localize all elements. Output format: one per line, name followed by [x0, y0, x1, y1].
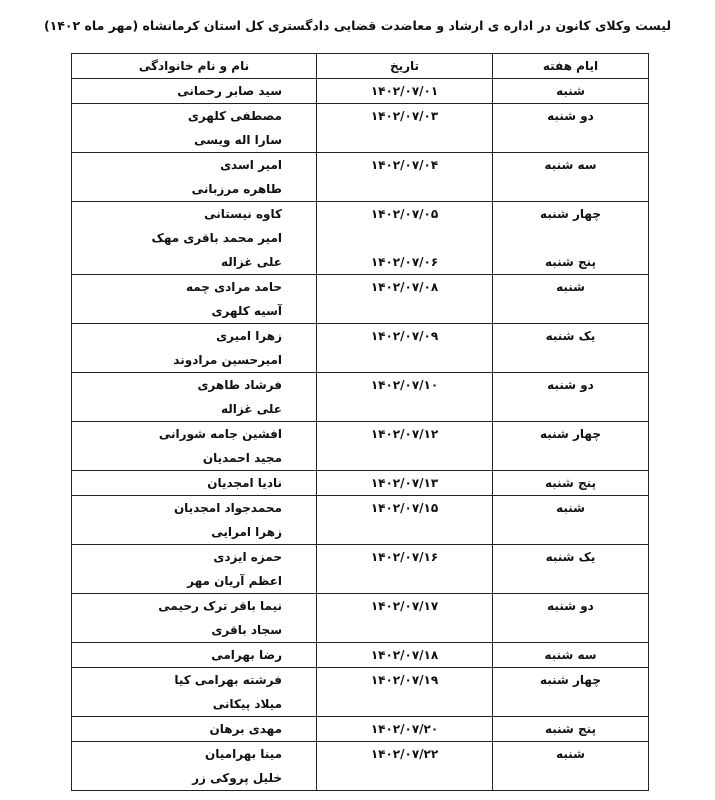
person-name: زهرا امیری [216, 329, 282, 343]
day-cell [493, 79, 649, 104]
name-cell [72, 594, 317, 643]
person-name: میلاد پیکانی [212, 697, 282, 711]
date-cell [317, 471, 493, 496]
person-name: خلیل پروکی زر [192, 771, 282, 785]
date-value: ۱۴۰۲/۰۷/۲۲ [370, 747, 439, 761]
weekday-label: دو شنبه [547, 109, 594, 123]
weekday-label: شنبه [556, 84, 585, 98]
weekday-label: چهار شنبه [539, 207, 602, 221]
person-name: کاوه نیستانی [204, 207, 282, 221]
date-cell [317, 422, 493, 471]
document-title: لیست وکلای کانون در اداره ی ارشاد و معاضدت قضایی دادگستری کل استان کرمانشاه (مهر ماه ۱۴۰۲) [43, 18, 672, 33]
lawyer-schedule-table [71, 53, 649, 791]
date-value: ۱۴۰۲/۰۷/۱۹ [370, 673, 439, 687]
weekday-label: چهار شنبه [539, 427, 602, 441]
weekday-label: پنج شنبه [544, 476, 597, 490]
date-value: ۱۴۰۲/۰۷/۱۶ [370, 550, 439, 564]
weekday-label [493, 618, 648, 642]
name-cell [72, 202, 317, 275]
date-cell [317, 324, 493, 373]
date-value: ۱۴۰۲/۰۷/۰۴ [370, 158, 439, 172]
date-value: ۱۴۰۲/۰۷/۱۰ [370, 378, 439, 392]
person-name: اعظم آریان مهر [187, 574, 282, 588]
day-cell [493, 496, 649, 545]
table-row [72, 545, 649, 594]
date-value: ۱۴۰۲/۰۷/۱۸ [370, 648, 439, 662]
weekday-label [493, 766, 648, 790]
table-row [72, 594, 649, 643]
date-value [317, 569, 492, 593]
name-cell [72, 668, 317, 717]
weekday-label [493, 348, 648, 372]
person-name: سارا اله ویسی [194, 133, 282, 147]
day-cell [493, 104, 649, 153]
weekday-label: دو شنبه [547, 599, 594, 613]
name-cell [72, 717, 317, 742]
person-name: آسیه کلهری [211, 304, 282, 318]
table-row [72, 422, 649, 471]
name-cell [72, 104, 317, 153]
name-cell [72, 742, 317, 791]
person-name: امیرحسین مرادوند [173, 353, 282, 367]
date-cell [317, 153, 493, 202]
date-value: ۱۴۰۲/۰۷/۲۰ [370, 722, 439, 736]
date-value [317, 348, 492, 372]
name-cell [72, 373, 317, 422]
day-cell [493, 471, 649, 496]
person-name: سید صابر رحمانی [177, 84, 282, 98]
date-value [317, 446, 492, 470]
day-cell [493, 742, 649, 791]
person-name: سجاد باقری [211, 623, 282, 637]
person-name: مجید احمدیان [202, 451, 282, 465]
table-row [72, 717, 649, 742]
date-value: ۱۴۰۲/۰۷/۱۲ [370, 427, 439, 441]
date-value: ۱۴۰۲/۰۷/۱۷ [370, 599, 439, 613]
weekday-label: چهار شنبه [539, 673, 602, 687]
person-name: مصطفی کلهری [187, 109, 282, 123]
table-row [72, 742, 649, 791]
date-cell [317, 373, 493, 422]
person-name: طاهره مرزبانی [191, 182, 282, 196]
date-value [317, 299, 492, 323]
table-row [72, 79, 649, 104]
day-cell [493, 545, 649, 594]
date-cell [317, 643, 493, 668]
name-cell [72, 422, 317, 471]
date-cell [317, 104, 493, 153]
table-row [72, 643, 649, 668]
date-value [317, 520, 492, 544]
date-value: ۱۴۰۲/۰۷/۰۵ [370, 207, 439, 221]
person-name: رضا بهرامی [211, 648, 282, 662]
weekday-label: پنج شنبه [544, 722, 597, 736]
header-day: ایام هفته [493, 54, 649, 79]
date-value [317, 766, 492, 790]
table-header-row [72, 54, 649, 79]
date-cell [317, 668, 493, 717]
date-cell [317, 79, 493, 104]
weekday-label: یک شنبه [545, 329, 596, 343]
date-value: ۱۴۰۲/۰۷/۰۸ [370, 280, 439, 294]
name-cell [72, 275, 317, 324]
day-cell [493, 717, 649, 742]
weekday-label: سه شنبه [544, 158, 597, 172]
date-value: ۱۴۰۲/۰۷/۰۳ [370, 109, 439, 123]
date-value: ۱۴۰۲/۰۷/۰۶ [370, 255, 439, 269]
table-row [72, 324, 649, 373]
person-name: امیر محمد باقری مهک [151, 231, 282, 245]
person-name: افشین جامه شورانی [158, 427, 282, 441]
table-row [72, 275, 649, 324]
date-value [317, 692, 492, 716]
person-name: علی غزاله [221, 255, 282, 269]
person-name: امیر اسدی [220, 158, 282, 172]
date-cell [317, 275, 493, 324]
table-body [72, 79, 649, 791]
table-row [72, 373, 649, 422]
table-row [72, 471, 649, 496]
person-name: نیما باقر ترک رحیمی [158, 599, 282, 613]
day-cell [493, 594, 649, 643]
table-row [72, 104, 649, 153]
name-cell [72, 79, 317, 104]
weekday-label [493, 397, 648, 421]
weekday-label: شنبه [556, 747, 585, 761]
person-name: حمزه ایزدی [213, 550, 282, 564]
weekday-label: سه شنبه [544, 648, 597, 662]
date-cell [317, 717, 493, 742]
day-cell [493, 422, 649, 471]
day-cell [493, 202, 649, 275]
weekday-label [493, 569, 648, 593]
person-name: مینا بهرامیان [205, 747, 282, 761]
name-cell [72, 153, 317, 202]
table-row [72, 153, 649, 202]
date-cell [317, 594, 493, 643]
date-value [317, 618, 492, 642]
date-value [317, 226, 492, 250]
date-value: ۱۴۰۲/۰۷/۱۳ [370, 476, 439, 490]
day-cell [493, 324, 649, 373]
name-cell [72, 471, 317, 496]
day-cell [493, 373, 649, 422]
name-cell [72, 643, 317, 668]
date-value [317, 397, 492, 421]
table-row [72, 202, 649, 275]
person-name: زهرا امرایی [211, 525, 282, 539]
weekday-label [493, 446, 648, 470]
date-value [317, 128, 492, 152]
name-cell [72, 496, 317, 545]
table-row [72, 496, 649, 545]
day-cell [493, 275, 649, 324]
header-date: تاریخ [317, 54, 493, 79]
weekday-label: دو شنبه [547, 378, 594, 392]
person-name: نادیا امجدیان [207, 476, 282, 490]
weekday-label: پنج شنبه [544, 255, 597, 269]
weekday-label [493, 299, 648, 323]
date-cell [317, 496, 493, 545]
date-value: ۱۴۰۲/۰۷/۰۹ [370, 329, 439, 343]
person-name: محمدجواد امجدیان [173, 501, 282, 515]
weekday-label [493, 692, 648, 716]
weekday-label [493, 520, 648, 544]
weekday-label [493, 226, 648, 250]
day-cell [493, 153, 649, 202]
person-name: فرشته بهرامی کیا [174, 673, 282, 687]
person-name: حامد مرادی چمه [185, 280, 282, 294]
date-value [317, 177, 492, 201]
date-cell [317, 742, 493, 791]
day-cell [493, 643, 649, 668]
day-cell [493, 668, 649, 717]
header-names: نام و نام خانوادگی [72, 54, 317, 79]
name-cell [72, 545, 317, 594]
person-name: مهدی برهان [209, 722, 282, 736]
date-value: ۱۴۰۲/۰۷/۱۵ [370, 501, 439, 515]
weekday-label: یک شنبه [545, 550, 596, 564]
table-row [72, 668, 649, 717]
weekday-label: شنبه [556, 501, 585, 515]
weekday-label [493, 128, 648, 152]
person-name: فرشاد طاهری [197, 378, 282, 392]
date-cell [317, 202, 493, 275]
weekday-label [493, 177, 648, 201]
weekday-label: شنبه [556, 280, 585, 294]
date-cell [317, 545, 493, 594]
date-value: ۱۴۰۲/۰۷/۰۱ [370, 84, 439, 98]
name-cell [72, 324, 317, 373]
person-name: علی غزاله [221, 402, 282, 416]
